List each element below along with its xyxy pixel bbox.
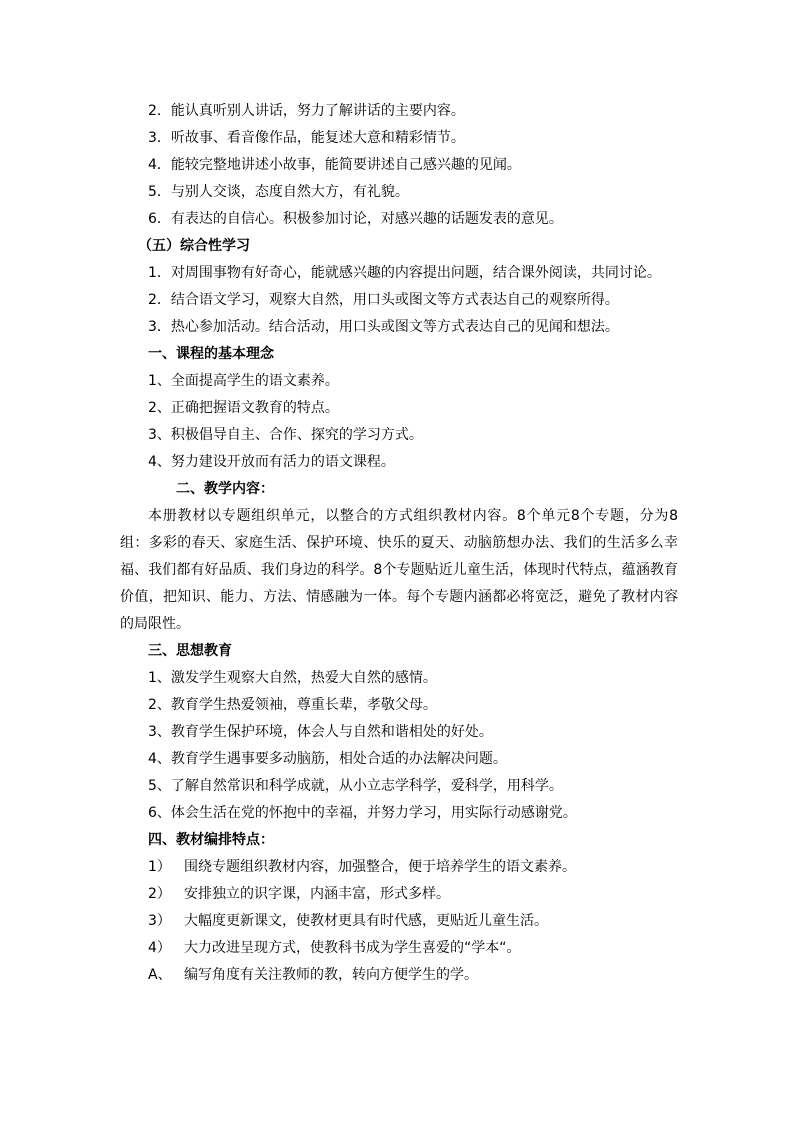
concept-item: 2、正确把握语文教育的特点。 [148, 400, 339, 416]
comprehensive-item: 2．结合语文学习，观察大自然，用口头或图文等方式表达自己的观察所得。 [148, 292, 619, 308]
feature-number: 3） [148, 913, 171, 929]
listening-item: 2．能认真听别人讲话，努力了解讲话的主要内容。 [148, 103, 465, 119]
section-heading-features: 四、教材编排特点： [148, 832, 274, 848]
feature-number: 2） [148, 886, 171, 902]
document-body [120, 98, 678, 989]
feature-item [120, 854, 678, 881]
teaching-paragraph: 本册教材以专题组织单元，以整合的方式组织教材内容。8个单元8个专题，分为8组：多彩的春天、家庭生活、保护环境、快乐的夏天、动脑筋想办法、我们的生活多么幸福、我们都有好品质、我们身边的科学。8个专题贴近儿童生活，体现时代特点，蕴涵教育价值，把知识、能力、方法、情感融为一体。每个专题内涵都必将宽泛，避免了教材内容的局限性。 [120, 508, 678, 632]
feature-number: 1） [148, 859, 171, 875]
comprehensive-item: 1．对周围事物有好奇心，能就感兴趣的内容提出问题，结合课外阅读，共同讨论。 [148, 265, 661, 281]
feature-item [120, 908, 678, 935]
section-heading-comprehensive: （五）综合性学习 [138, 238, 250, 254]
ideology-item: 2、教育学生热爱领袖，尊重长辈，孝敬父母。 [148, 697, 437, 713]
section-heading-teaching: 二、教学内容： [176, 481, 274, 497]
feature-item [120, 962, 678, 989]
feature-item [120, 935, 678, 962]
ideology-item: 5、了解自然常识和科学成就，从小立志学科学，爱科学，用科学。 [148, 778, 563, 794]
ideology-item: 1、激发学生观察大自然，热爱大自然的感情。 [148, 670, 437, 686]
feature-text: 围绕专题组织教材内容，加强整合，便于培养学生的语文素养。 [184, 859, 576, 875]
section-heading-ideology: 三、思想教育 [148, 643, 232, 659]
concept-item: 3、积极倡导自主、合作、探究的学习方式。 [148, 427, 423, 443]
ideology-item: 4、教育学生遇事要多动脑筋，相处合适的办法解决问题。 [148, 751, 507, 767]
feature-text: 大力改进呈现方式，使教科书成为学生喜爱的“学本“。 [184, 940, 521, 956]
feature-text: 编写角度有关注教师的教，转向方便学生的学。 [184, 967, 478, 983]
feature-number: A、 [148, 967, 172, 983]
listening-item: 5．与别人交谈，态度自然大方，有礼貌。 [148, 184, 409, 200]
concept-item: 4、努力建设开放而有活力的语文课程。 [148, 454, 395, 470]
ideology-item: 3、教育学生保护环境，体会人与自然和谐相处的好处。 [148, 724, 493, 740]
feature-text: 安排独立的识字课，内涵丰富，形式多样。 [184, 886, 450, 902]
ideology-item: 6、体会生活在党的怀抱中的幸福，并努力学习，用实际行动感谢党。 [148, 805, 577, 821]
feature-number: 4） [148, 940, 171, 956]
section-heading-concepts: 一、课程的基本理念 [148, 346, 274, 362]
feature-item [120, 881, 678, 908]
listening-item: 3．听故事、看音像作品，能复述大意和精彩情节。 [148, 130, 465, 146]
comprehensive-item: 3．热心参加活动。结合活动，用口头或图文等方式表达自己的见闻和想法。 [148, 319, 619, 335]
listening-item: 4．能较完整地讲述小故事，能简要讲述自己感兴趣的见闻。 [148, 157, 521, 173]
concept-item: 1、全面提高学生的语文素养。 [148, 373, 339, 389]
feature-text: 大幅度更新课文，使教材更具有时代感，更贴近儿童生活。 [184, 913, 548, 929]
listening-item: 6．有表达的自信心。积极参加讨论，对感兴趣的话题发表的意见。 [148, 211, 563, 227]
